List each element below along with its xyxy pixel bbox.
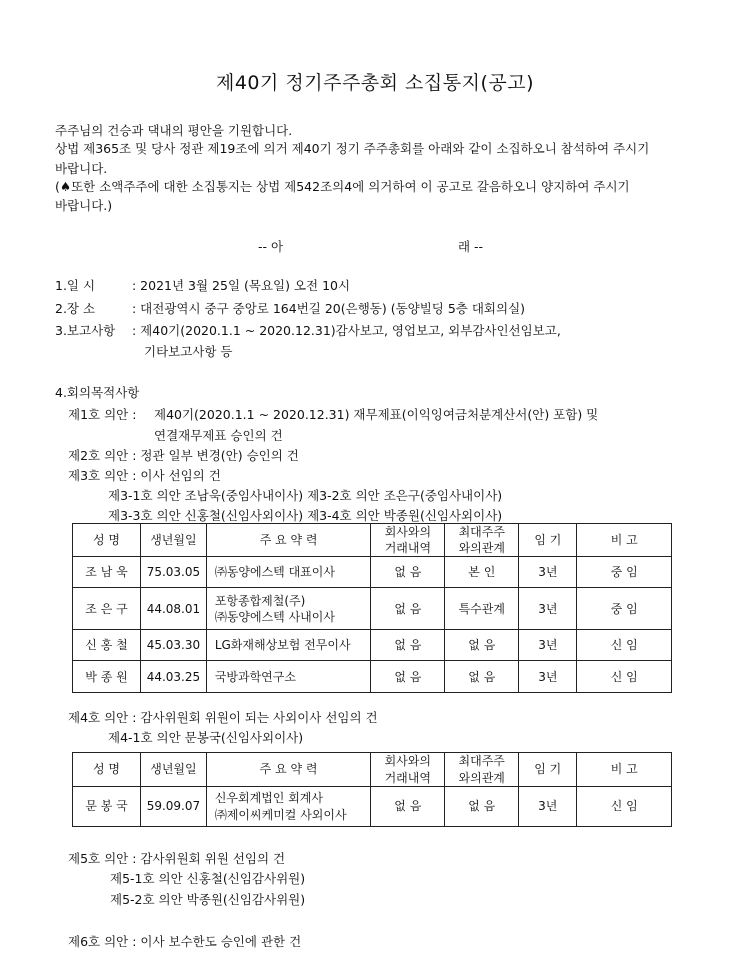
cell-career: ㈜동양에스텍 대표이사	[206, 557, 371, 588]
header-trade	[371, 753, 445, 787]
cell-career: LG화재해상보험 전무이사	[206, 630, 371, 661]
agenda-4: 제4호 의안 : 감사위원회 위원이 되는 사외이사 선임의 건	[68, 710, 378, 725]
report-label: 3.보고사항	[55, 323, 116, 338]
header-relation-1: 최대주주	[458, 525, 505, 539]
header-trade-2: 거래내역	[384, 770, 431, 785]
page-title: 제40기 정기주주총회 소집통지(공고)	[215, 72, 535, 94]
place-value: : 대전광역시 중구 중앙로 164번길 20(은행동) (동양빌딩 5층 대회의실)	[132, 301, 526, 316]
table-row	[73, 557, 672, 588]
cell-relation: 없 음	[445, 661, 519, 693]
header-name: 성 명	[73, 524, 141, 557]
cell-career-line-2: ㈜동양에스텍 사내이사	[214, 609, 335, 624]
header-career: 주 요 약 력	[206, 524, 371, 557]
cell-term: 3년	[519, 557, 577, 588]
cell-note: 신 임	[577, 630, 672, 661]
header-relation-2: 와의관계	[458, 770, 505, 785]
header-birth: 생년월일	[141, 524, 207, 557]
cell-note: 중 임	[577, 588, 672, 630]
header-relation	[445, 753, 519, 787]
cell-career-line-1: 신우회계법인 회계사	[214, 791, 323, 806]
director-candidates-table	[72, 523, 672, 693]
cell-name: 신 홍 철	[73, 630, 141, 661]
header-career: 주 요 약 력	[206, 753, 371, 787]
cell-name: 조 남 욱	[73, 557, 141, 588]
table-header-row	[73, 524, 672, 557]
header-name: 성 명	[73, 753, 141, 787]
date-value: : 2021년 3월 25일 (목요일) 오전 10시	[132, 278, 351, 293]
cell-term: 3년	[519, 661, 577, 693]
cell-trade: 없 음	[371, 661, 445, 693]
agenda-5: 제5호 의안 : 감사위원회 위원 선임의 건	[68, 851, 286, 866]
auditor-candidates-table	[72, 752, 672, 827]
report-value-2: 기타보고사항 등	[144, 344, 233, 359]
below-right: 래 --	[458, 239, 484, 254]
report-value: : 제40기(2020.1.1 ~ 2020.12.31)감사보고, 영업보고, 외부감사인선임보고,	[132, 323, 561, 338]
header-relation	[445, 524, 519, 557]
place-label: 2.장 소	[55, 301, 96, 316]
table-row	[73, 787, 672, 827]
cell-name: 조 은 구	[73, 588, 141, 630]
header-relation-2: 와의관계	[458, 541, 505, 556]
header-relation-1: 최대주주	[458, 754, 505, 769]
below-left: -- 아	[258, 239, 284, 254]
agenda-1-label: 제1호 의안 :	[68, 407, 137, 422]
agenda-3: 제3호 의안 : 이사 선임의 건	[68, 468, 221, 483]
cell-term: 3년	[519, 630, 577, 661]
intro-line-1: 주주님의 건승과 댁내의 평안을 기원합니다.	[55, 123, 293, 138]
cell-birth: 44.03.25	[141, 661, 207, 693]
cell-trade: 없 음	[371, 630, 445, 661]
cell-relation: 특수관계	[445, 588, 519, 630]
cell-birth: 45.03.30	[141, 630, 207, 661]
cell-term: 3년	[519, 588, 577, 630]
cell-relation: 없 음	[445, 787, 519, 827]
cell-trade: 없 음	[371, 588, 445, 630]
cell-name: 문 봉 국	[73, 787, 141, 827]
header-trade-1: 회사와의	[384, 754, 431, 769]
agenda-6: 제6호 의안 : 이사 보수한도 승인에 관한 건	[68, 934, 302, 949]
agenda-1-text-2: 연결재무제표 승인의 건	[154, 428, 283, 443]
agenda-heading: 4.회의목적사항	[55, 385, 140, 400]
header-trade-1: 회사와의	[384, 525, 432, 539]
cell-relation: 본 인	[445, 557, 519, 588]
cell-note: 신 임	[577, 661, 672, 693]
header-note: 비 고	[577, 524, 672, 557]
cell-career-line-2: ㈜제이씨케미컬 사외이사	[214, 807, 347, 822]
cell-career	[206, 588, 371, 630]
header-note: 비 고	[577, 753, 672, 787]
cell-career-line-1: 포항종합제철(주)	[214, 593, 306, 608]
cell-birth: 75.03.05	[141, 557, 207, 588]
cell-name: 박 종 원	[73, 661, 141, 693]
cell-term: 3년	[519, 787, 577, 827]
table-row	[73, 630, 672, 661]
cell-relation: 없 음	[445, 630, 519, 661]
agenda-1-text: 제40기(2020.1.1 ~ 2020.12.31) 재무제표(이익잉여금처분계산서(안) 포함) 및	[154, 407, 599, 422]
cell-note: 신 임	[577, 787, 672, 827]
agenda-3-sub-1: 제3-1호 의안 조남욱(중임사내이사) 제3-2호 의안 조은구(중임사내이사)	[108, 488, 503, 503]
agenda-3-sub-2: 제3-3호 의안 신홍철(신임사외이사) 제3-4호 의안 박종원(신임사외이사)	[108, 508, 503, 523]
intro-line-5: 바랍니다.)	[55, 198, 113, 213]
intro-line-2: 상법 제365조 및 당사 정관 제19조에 의거 제40기 정기 주주총회를 아래와 같이 소집하오니 참석하여 주시기	[55, 141, 650, 156]
cell-birth: 59.09.07	[141, 787, 207, 827]
header-term: 임 기	[519, 753, 577, 787]
header-trade	[371, 524, 445, 557]
table-row	[73, 588, 672, 630]
cell-note: 중 임	[577, 557, 672, 588]
cell-trade: 없 음	[371, 557, 445, 588]
header-birth: 생년월일	[141, 753, 207, 787]
agenda-4-sub-1: 제4-1호 의안 문봉국(신임사외이사)	[108, 730, 304, 745]
date-label: 1.일 시	[55, 278, 96, 293]
cell-career	[206, 787, 371, 827]
intro-line-3: 바랍니다.	[55, 161, 108, 176]
agenda-5-sub-1: 제5-1호 의안 신홍철(신임감사위원)	[110, 871, 306, 886]
cell-career: 국방과학연구소	[206, 661, 371, 693]
table-row	[73, 661, 672, 693]
header-trade-2: 거래내역	[384, 541, 432, 556]
agenda-5-sub-2: 제5-2호 의안 박종원(신임감사위원)	[110, 892, 306, 907]
table-header-row	[73, 753, 672, 787]
header-term: 임 기	[519, 524, 577, 557]
cell-birth: 44.08.01	[141, 588, 207, 630]
cell-trade: 없 음	[371, 787, 445, 827]
intro-line-4: (♠또한 소액주주에 대한 소집통지는 상법 제542조의4에 의거하여 이 공고로 갈음하오니 양지하여 주시기	[55, 179, 630, 194]
agenda-2: 제2호 의안 : 정관 일부 변경(안) 승인의 건	[68, 448, 299, 463]
